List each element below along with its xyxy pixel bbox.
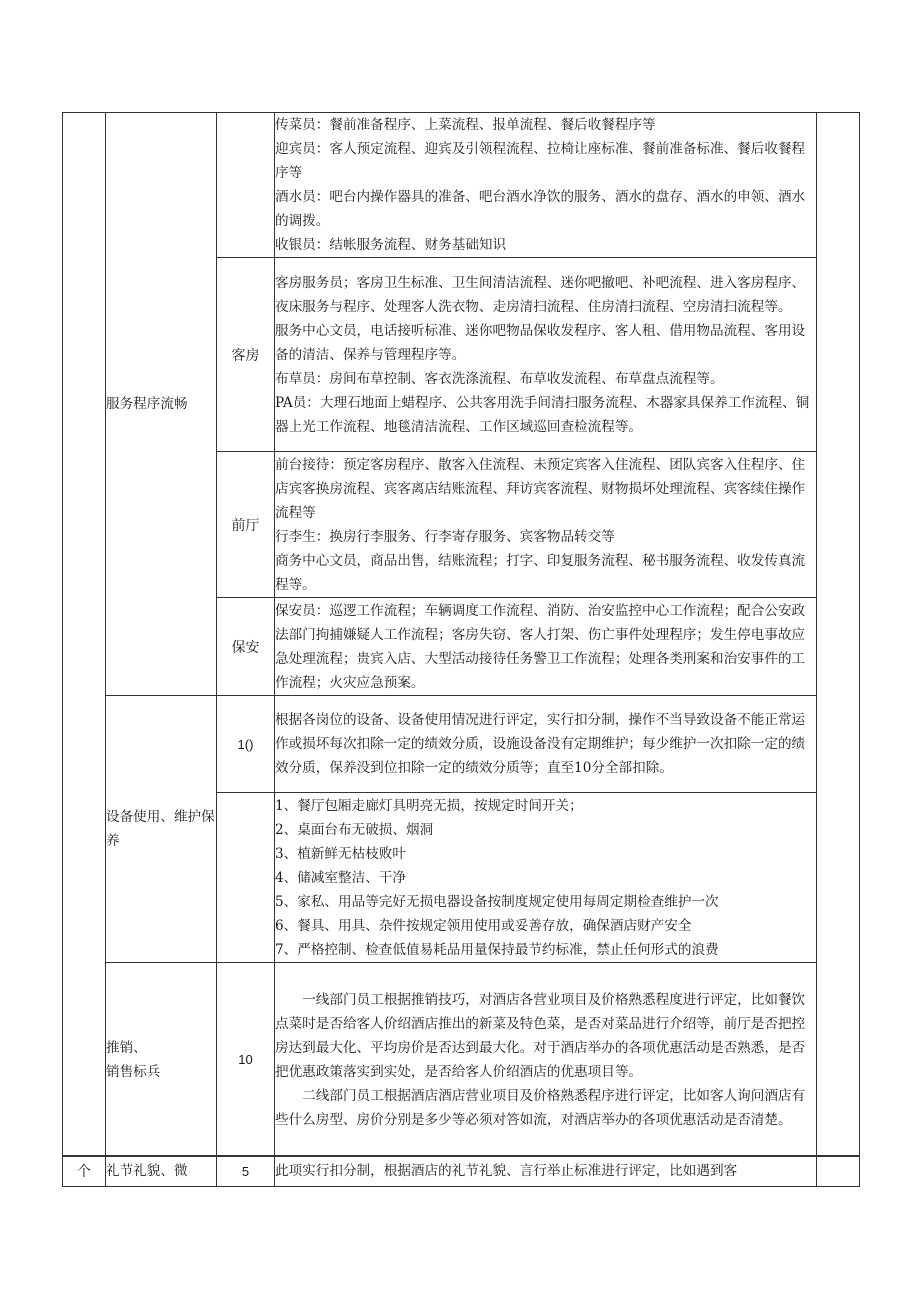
etiquette-score: 5 [217,1156,275,1187]
sales-paragraph-2: 二线部门员工根据酒店酒店营业项目及价格熟悉程序进行评定，比如客人询问酒店有些什么房型、房价分别是多少等必须对答如流，对酒店举办的各项优惠活动是否清楚。 [275,1087,806,1128]
evaluation-table-bottom [62,1155,860,1187]
equipment-items [275,793,817,963]
section-label-cell: 个 [63,1156,106,1187]
category-sales [106,963,217,1157]
equipment-rule-text: 根据各岗位的设备、设备使用情况进行评定，实行扣分制，操作不当导致设备不能正常运作或损坏每次扣除一定的绩效分质，设施设备没有定期维护；每少维护一次扣除一定的绩效分质，保养没到位扣除一定的绩效分质等；直至10分全部扣除。 [275,696,817,793]
equipment-score: 1() [217,696,275,793]
sales-score: 10 [217,963,275,1157]
room-line-1: 客房服务员；客房卫生标准、卫生间清洁流程、迷你吧撤吧、补吧流程、进入客房程序、夜床服务与程序、处理客人洗衣物、走房清扫流程、住房清扫流程、空房清扫流程等。 [275,274,806,315]
room-line-4: PA员：大理石地面上蜡程序、公共客用洗手间清扫服务流程、木器家具保养工作流程、铜器上光工作流程、地毯清洁流程、工作区域巡回查检流程等。 [275,394,810,435]
table-row [63,113,860,258]
security-line-1: 保安员：巡逻工作流程；车辆调度工作流程、消防、治安监控中心工作流程；配合公安政法部门拘捕嫌疑人工作流程；客房失窃、客人打架、伤亡事件处理程序；发生停电事故应急处理流程；贵宾入店、大型活动接待任务警卫工作流程；处理各类刑案和治安事件的工作流程；火灾应急预案。 [275,602,806,691]
rightmost-column-cell [817,1156,860,1187]
catering-line-3: 酒水员：吧台内操作器具的准备、吧台酒水净饮的服务、酒水的盘存、酒水的申领、酒水的调拨。 [275,189,806,229]
equipment-item-6: 6、餐具、用具、杂件按规定领用使用或妥善存放，确保酒店财产安全 [275,917,692,934]
sales-paragraph-1: 一线部门员工根据推销技巧，对酒店各营业项目及价格熟悉程度进行评定，比如餐饮点菜时是否给客人价绍酒店推出的新菜及特色菜，是否对菜品进行介绍等，前厅是否把控房达到最大化、平均房价是否达到最大化。对于酒店举办的各项优惠活动是否熟悉，是否把优惠政策落实到实处，是否给客人价绍酒店的优惠项目等。 [275,991,806,1080]
rightmost-column-cell [817,113,860,1157]
equipment-score-blank [217,793,275,963]
category-service-process: 服务程序流畅 [106,113,217,696]
catering-process-text [275,113,817,258]
security-process-text [275,598,817,696]
equipment-item-3: 3、植新鲜无枯枝败叶 [275,845,406,862]
etiquette-rule-text: 此项实行扣分制，根据酒店的礼节礼貌、言行举止标准进行评定，比如遇到客 [275,1156,817,1187]
front-line-3: 商务中心文员，商品出售，结账流程；打字、印复服务流程、秘书服务流程、收发传真流程等。 [275,552,806,593]
equipment-item-2: 2、桌面台布无破损、烟洞 [275,821,434,838]
sub-category-room: 客房 [217,258,275,452]
table-row [63,963,860,1157]
room-process-text [275,258,817,452]
front-line-2: 行李生：换房行李服务、行李寄存服务、宾客物品转交等 [275,528,615,545]
equipment-item-4: 4、储减室整洁、干净 [275,869,406,886]
table-row [63,696,860,793]
evaluation-table [62,112,860,1157]
catering-line-4: 收银员：结帐服务流程、财务基础知识 [275,237,507,253]
category-equipment: 设备使用、维护保养 [106,696,217,963]
equipment-item-5: 5、家私、用品等完好无损电器设备按制度规定使用每周定期检查维护一次 [275,893,719,910]
sub-category-catering [217,113,275,258]
leftmost-column-cell [63,113,106,1157]
equipment-item-7: 7、严格控制、检查低值易耗品用量保持最节约标准，禁止任何形式的浪费 [275,941,719,958]
room-line-3: 布草员：房间布草控制、客衣洗涤流程、布草收发流程、布草盘点流程等。 [275,370,724,387]
catering-line-1: 传菜员：餐前准备程序、上菜流程、报单流程、餐后收餐程序等 [275,117,656,133]
sub-category-security: 保安 [217,598,275,696]
front-desk-process-text [275,452,817,598]
table-row [63,1156,860,1187]
catering-line-2: 迎宾员：客人预定流程、迎宾及引领程流程、拉椅让座标准、餐前准备标准、餐后收餐程序等 [275,141,806,181]
sub-category-front-desk: 前厅 [217,452,275,598]
sales-label-line-2: 销售标兵 [106,1063,161,1080]
equipment-item-1: 1、餐厅包厢走廊灯具明亮无损，按规定时间开关； [275,797,583,814]
category-etiquette: 礼节礼貌、微 [106,1156,217,1187]
sales-label-line-1: 推销、 [106,1039,147,1056]
room-line-2: 服务中心文员，电话接听标准、迷你吧物品保收发程序、客人租、借用物品流程、客用设备的清洁、保养与管理程序等。 [275,322,806,363]
front-line-1: 前台接待：预定客房程序、散客入住流程、未预定宾客入住流程、团队宾客入住程序、住店宾客换房流程、宾客离店结账流程、拜访宾客流程、财物损坏处理流程、宾客续住操作流程等 [275,456,806,521]
sales-rule-text [275,963,817,1157]
